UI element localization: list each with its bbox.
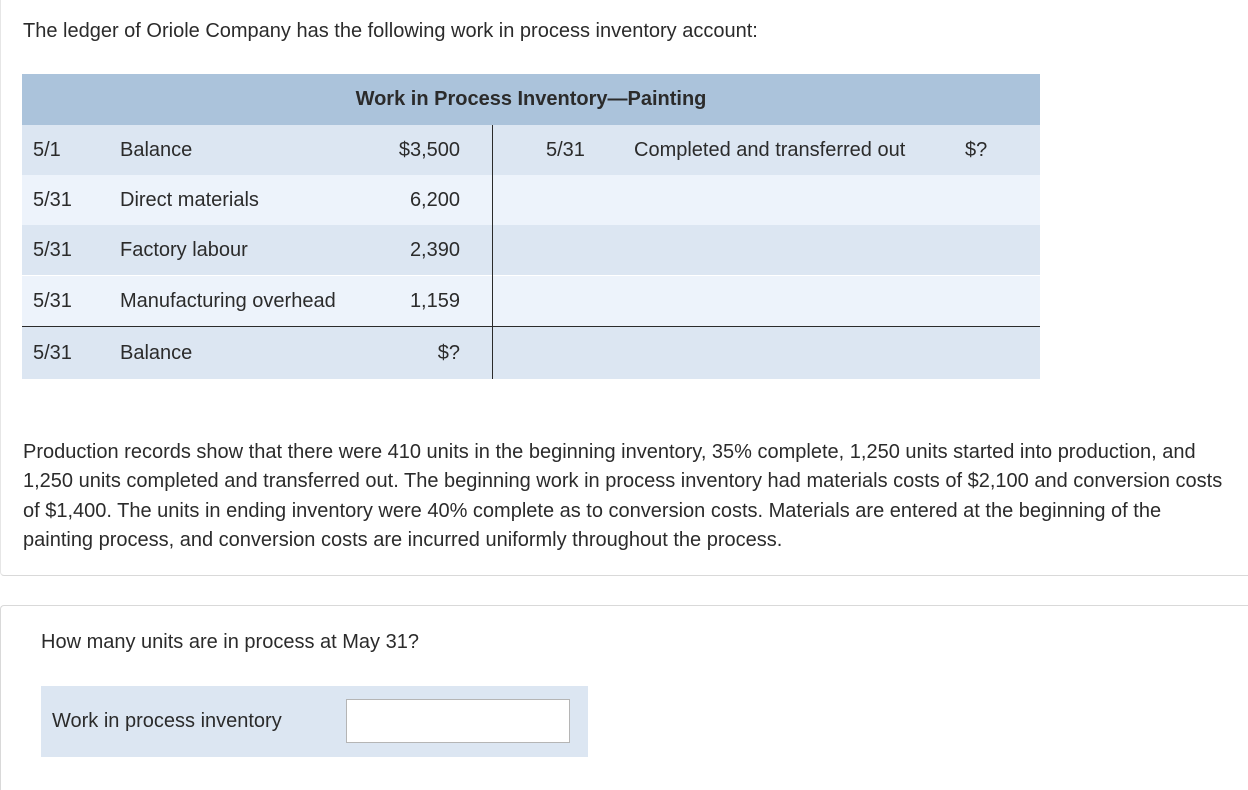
problem-description: Production records show that there were 410 units in the beginning inventory, 35% complete, 1,250 units started into production, and 1,250 units completed and transferred out. The beginning work in process inventory had materials costs of $2,100 and conversion costs of $1,400. The units in ending inventory were 40% complete as to conversion costs. Materials are entered at the beginning of the painting process, and conversion costs are incurred uniformly throughout the process. xyxy=(23,441,1223,552)
ledger-row xyxy=(22,175,1040,225)
debit-amount: 1,159 xyxy=(409,290,460,312)
t-account-total-rule xyxy=(22,326,1040,327)
debit-amount: 6,200 xyxy=(409,189,460,211)
debit-description: Balance xyxy=(120,342,193,364)
ledger-title: Work in Process Inventory—Painting xyxy=(355,88,707,110)
wip-units-input[interactable] xyxy=(346,699,570,743)
answer-label: Work in process inventory xyxy=(52,710,282,732)
ledger-row xyxy=(22,125,1040,175)
ledger-row xyxy=(22,225,1040,275)
answer-row xyxy=(41,686,588,757)
debit-description: Balance xyxy=(120,139,193,161)
debit-description: Factory labour xyxy=(120,239,248,261)
debit-date: 5/1 xyxy=(33,139,61,161)
debit-date: 5/31 xyxy=(33,342,72,364)
debit-description: Direct materials xyxy=(120,189,259,211)
credit-description: Completed and transferred out xyxy=(634,139,906,161)
debit-date: 5/31 xyxy=(33,290,72,312)
ledger-header xyxy=(22,74,1040,125)
debit-date: 5/31 xyxy=(33,189,72,211)
ledger-row-balance xyxy=(22,327,1040,379)
debit-amount: $? xyxy=(437,342,460,364)
credit-amount: $? xyxy=(965,139,988,161)
question-text: How many units are in process at May 31? xyxy=(41,631,419,653)
debit-description: Manufacturing overhead xyxy=(120,290,336,312)
t-account-vertical-rule xyxy=(492,125,493,379)
debit-amount: 2,390 xyxy=(409,239,460,261)
debit-date: 5/31 xyxy=(33,239,72,261)
ledger-row xyxy=(22,276,1040,326)
credit-date: 5/31 xyxy=(546,139,585,161)
intro-text: The ledger of Oriole Company has the following work in process inventory account: xyxy=(23,20,758,42)
t-account-ledger xyxy=(22,74,1040,379)
debit-amount: $3,500 xyxy=(398,139,460,161)
